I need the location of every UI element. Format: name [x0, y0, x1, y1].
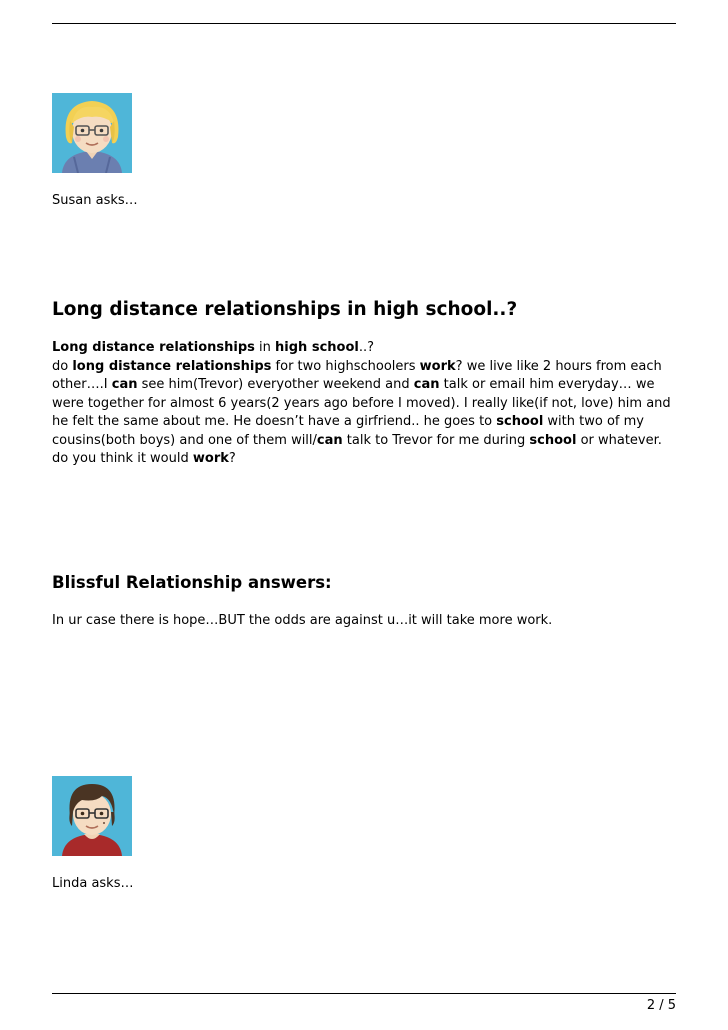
question-body-line — [52, 450, 676, 469]
body-text: in — [254, 340, 276, 355]
question-body-line — [52, 376, 676, 395]
question-body-line — [52, 395, 676, 414]
body-text: ? — [228, 451, 236, 466]
keyword-highlight: can — [111, 377, 138, 392]
keyword-highlight: long distance relationships — [72, 358, 272, 374]
keyword-highlight: school — [529, 432, 577, 448]
body-text: see him(Trevor) everyother weekend and — [137, 377, 414, 392]
body-text: or whatever. — [576, 432, 662, 448]
linda-asks-label: Linda asks… — [52, 876, 134, 891]
header-rule — [52, 23, 676, 24]
keyword-highlight: can — [413, 377, 440, 392]
question-body-line — [52, 358, 676, 377]
body-text: he felt the same about me. He doesn’t have a girfriend.. he goes to — [52, 414, 497, 429]
body-text: talk or email him everyday… we — [439, 377, 655, 392]
question-title: Long distance relationships in high school..? — [52, 299, 518, 320]
keyword-highlight: Long distance relationships — [52, 340, 255, 355]
answer-heading: Blissful Relationship answers: — [52, 573, 332, 592]
body-text: cousins(both boys) and one of them will/ — [52, 432, 317, 448]
keyword-highlight: school — [496, 414, 544, 429]
question-body-line — [52, 339, 676, 358]
keyword-highlight: work — [419, 358, 456, 374]
avatar-brunette-woman-image — [52, 776, 132, 856]
linda-avatar — [52, 776, 132, 856]
keyword-highlight: high school — [275, 340, 359, 355]
susan-avatar — [52, 93, 132, 173]
body-text: ? we live like 2 hours from each — [455, 358, 662, 374]
question-body-line — [52, 413, 676, 432]
question-body-line — [52, 432, 676, 451]
body-text: other….I — [52, 377, 112, 392]
body-text: were together for almost 6 years(2 years ago before I moved). I really like(if not, love) him and — [52, 395, 671, 411]
question-body — [52, 339, 676, 469]
answer-text: In ur case there is hope…BUT the odds are against u…it will take more work. — [52, 613, 553, 628]
susan-asks-label: Susan asks… — [52, 193, 138, 208]
body-text: do you think it would — [52, 451, 193, 466]
body-text: talk to Trevor for me during — [342, 432, 530, 448]
keyword-highlight: can — [316, 432, 343, 448]
keyword-highlight: work — [192, 451, 229, 466]
body-text: for two highschoolers — [271, 358, 420, 374]
avatar-blonde-woman-image — [52, 93, 132, 173]
page-number: 2 / 5 — [646, 998, 676, 1013]
footer-rule — [52, 993, 676, 994]
body-text: ..? — [358, 340, 375, 355]
body-text: do — [52, 358, 73, 374]
body-text: with two of my — [543, 414, 644, 429]
